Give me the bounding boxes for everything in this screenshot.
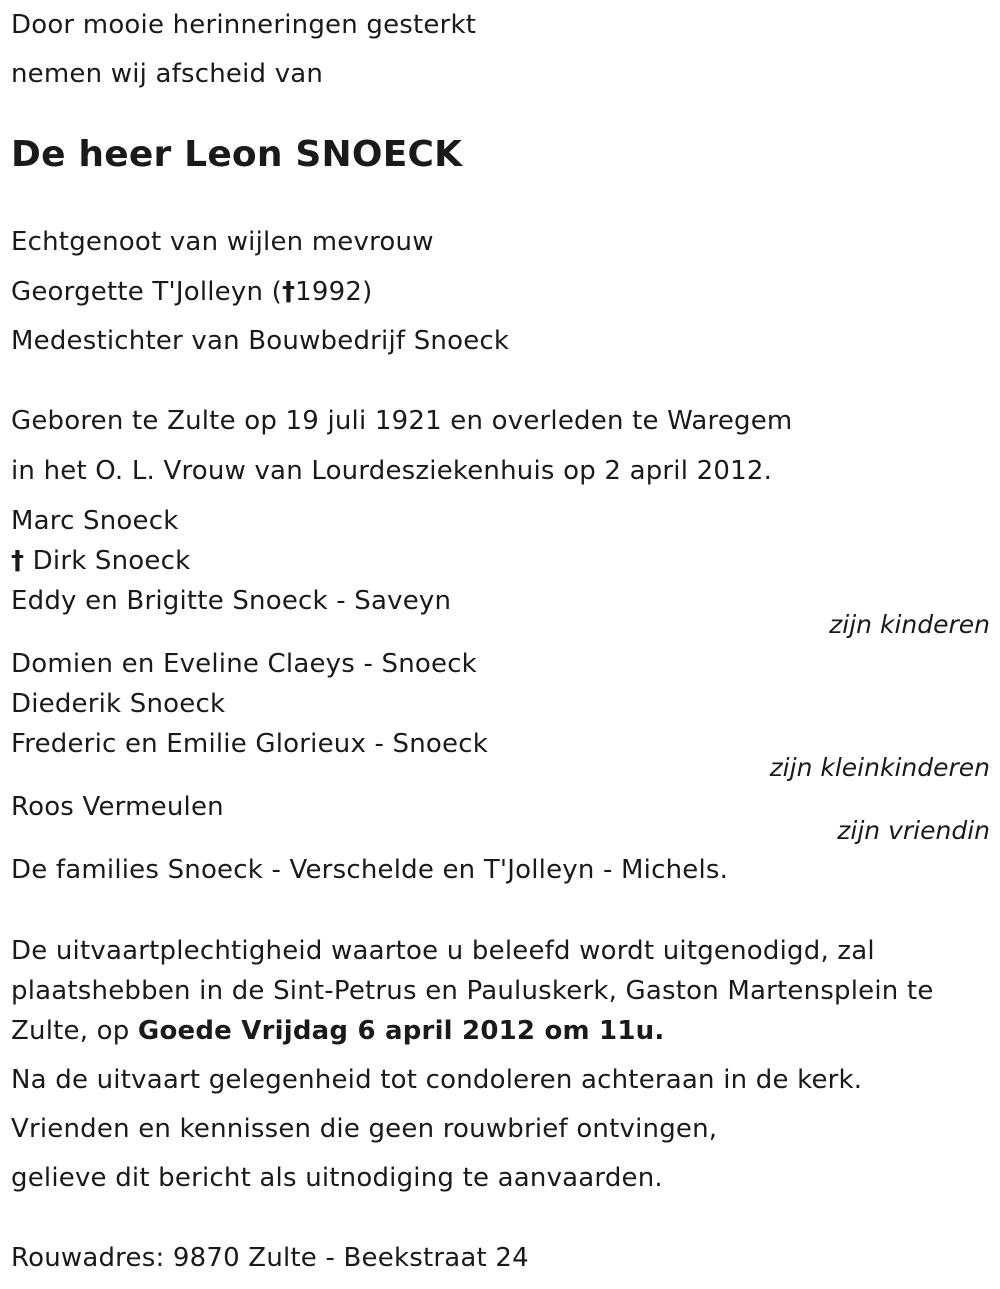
child-2-name: Dirk Snoeck (32, 546, 191, 576)
funeral-line-2: plaatshebben in de Sint-Petrus en Pauluskerk, Gaston Martensplein te (11, 976, 934, 1006)
funeral-line-3 (11, 1015, 664, 1047)
friend-name: Roos Vermeulen (11, 792, 224, 822)
grandchildren-label: zijn kleinkinderen (769, 753, 990, 782)
funeral-date: Goede Vrijdag 6 april 2012 om 11u. (137, 1016, 665, 1046)
grandchild-1: Domien en Eveline Claeys - Snoeck (11, 649, 477, 679)
children-label: zijn kinderen (829, 610, 990, 639)
families-line: De families Snoeck - Verschelde en T'Jolleyn - Michels. (11, 855, 729, 885)
funeral-line-4: Na de uitvaart gelegenheid tot condoleren achteraan in de kerk. (11, 1065, 863, 1095)
cross-icon: † (281, 277, 296, 307)
funeral-line-6: gelieve dit bericht als uitnodiging te aanvaarden. (11, 1163, 663, 1193)
birth-line-1: Geboren te Zulte op 19 juli 1921 en overleden te Waregem (11, 406, 793, 436)
child-2 (11, 545, 190, 577)
spouse-name-prefix: Georgette T'Jolleyn ( (11, 277, 282, 307)
spouse-line-3: Medestichter van Bouwbedrijf Snoeck (11, 326, 510, 356)
friend-label: zijn vriendin (837, 816, 990, 845)
grandchild-3: Frederic en Emilie Glorieux - Snoeck (11, 729, 488, 759)
spouse-line-1: Echtgenoot van wijlen mevrouw (11, 227, 434, 257)
cross-icon: † (11, 546, 25, 576)
intro-line-2: nemen wij afscheid van (11, 59, 324, 89)
child-1: Marc Snoeck (11, 506, 179, 536)
birth-line-2: in het O. L. Vrouw van Lourdesziekenhuis op 2 april 2012. (11, 456, 773, 486)
spouse-line-2 (11, 276, 372, 308)
mourning-address: Rouwadres: 9870 Zulte - Beekstraat 24 (11, 1243, 529, 1273)
deceased-name: De heer Leon SNOECK (11, 134, 463, 175)
funeral-line-3-prefix: Zulte, op (11, 1016, 138, 1046)
intro-line-1: Door mooie herinneringen gesterkt (11, 10, 477, 40)
funeral-line-5: Vrienden en kennissen die geen rouwbrief ontvingen, (11, 1114, 718, 1144)
grandchild-2: Diederik Snoeck (11, 689, 226, 719)
funeral-line-1: De uitvaartplechtigheid waartoe u beleefd wordt uitgenodigd, zal (11, 936, 875, 966)
child-3: Eddy en Brigitte Snoeck - Saveyn (11, 586, 452, 616)
spouse-name-suffix: 1992) (295, 277, 373, 307)
